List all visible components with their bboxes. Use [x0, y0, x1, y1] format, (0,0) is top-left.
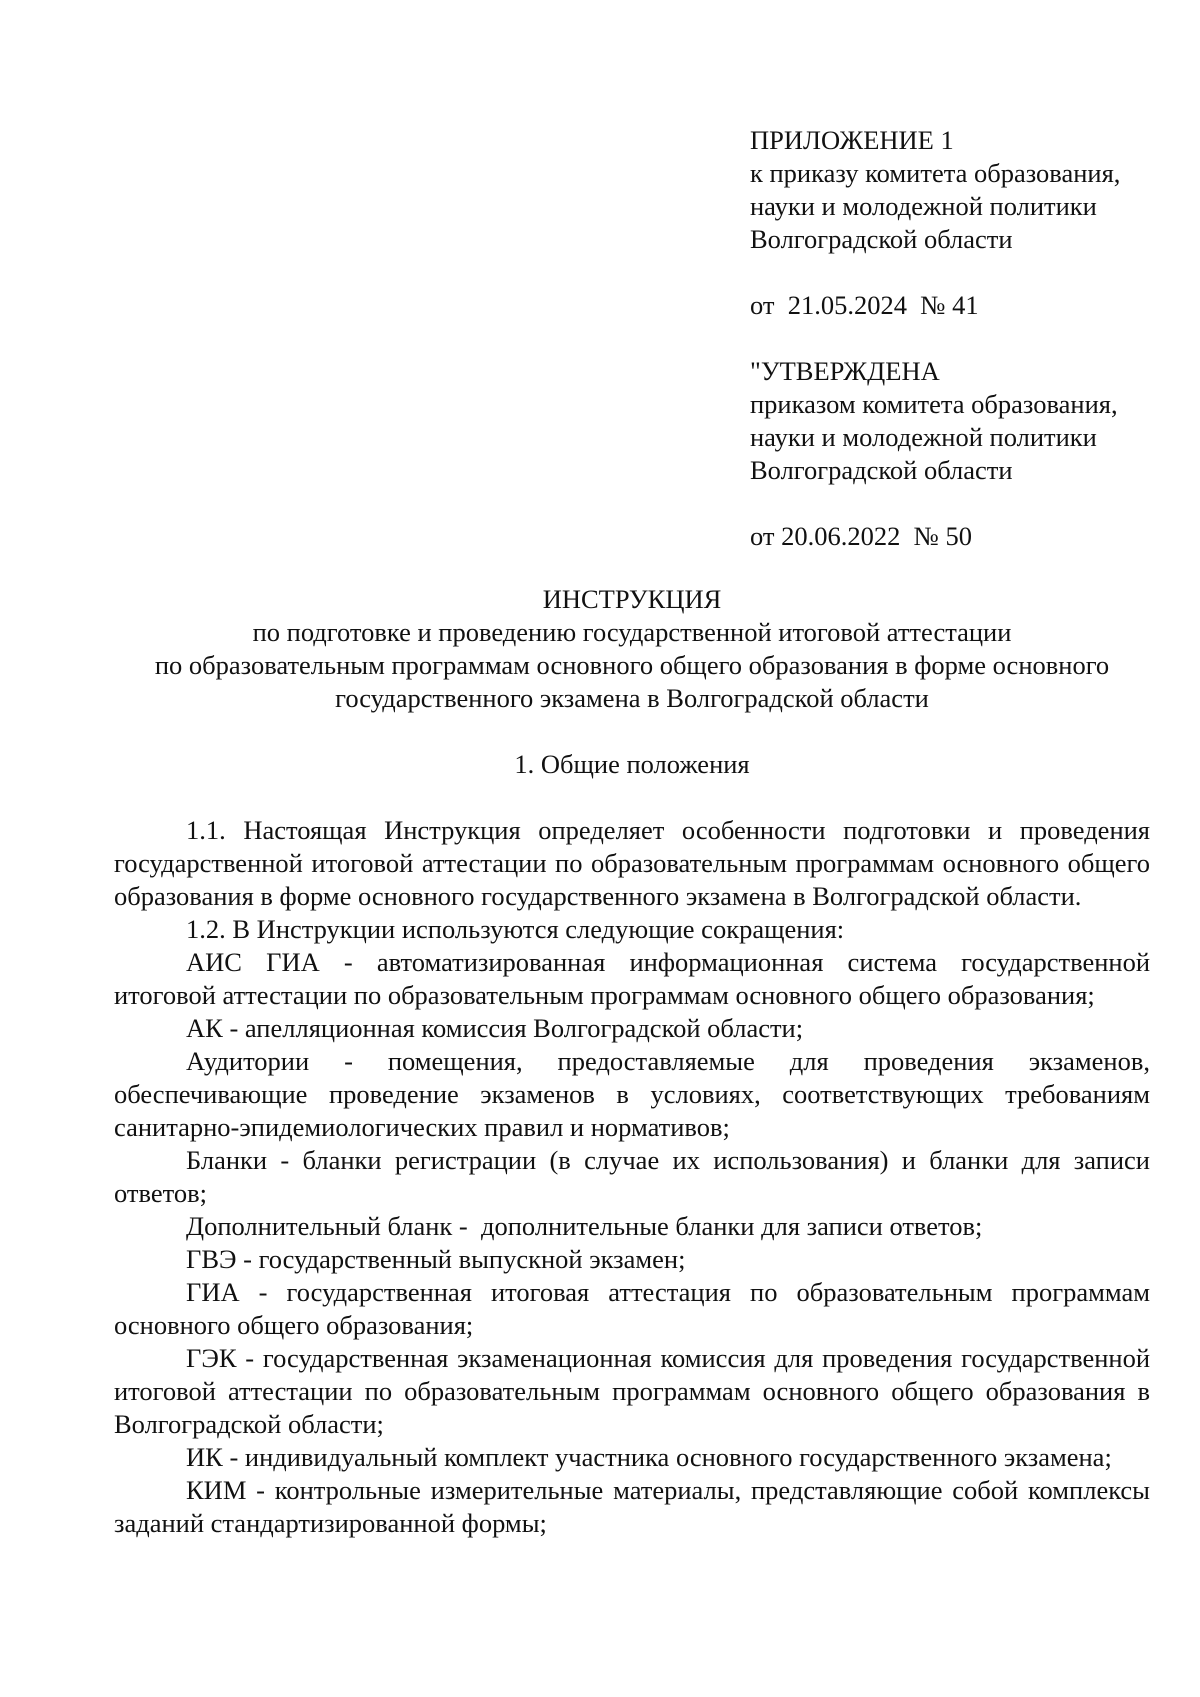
paragraph: ГВЭ - государственный выпускной экзамен;	[186, 1244, 686, 1274]
spacer	[750, 256, 1170, 289]
document-content	[114, 583, 1150, 1540]
appendix-line: науки и молодежной политики	[750, 191, 1097, 221]
paragraph: АК - апелляционная комиссия Волгоградской области;	[186, 1013, 804, 1043]
paragraph: КИМ - контрольные измерительные материалы, представляющие собой комплексы заданий стандартизированной формы;	[114, 1475, 1150, 1538]
spacer	[750, 487, 1170, 520]
document-subtitle-line: государственного экзамена в Волгоградской области	[335, 683, 929, 713]
document-title: ИНСТРУКЦИЯ	[542, 584, 722, 614]
appendix-line: Волгоградской области	[750, 224, 1013, 254]
paragraph: АИС ГИА - автоматизированная информационная система государственной итоговой аттестации по образовательным программам основного общего образования;	[114, 947, 1150, 1010]
paragraph: ГЭК - государственная экзаменационная комиссия для проведения государственной итоговой аттестации по образовательным программам основного общего образования в Волгоградской области;	[114, 1343, 1150, 1439]
appendix-line: к приказу комитета образования,	[750, 158, 1121, 188]
document-title-block	[114, 583, 1150, 715]
appendix-title: ПРИЛОЖЕНИЕ 1	[750, 125, 954, 155]
paragraph: Аудитории - помещения, предоставляемые для проведения экзаменов, обеспечивающие проведение экзаменов в условиях, соответствующих требованиям санитарно-эпидемиологических правил и нормативов;	[114, 1046, 1150, 1142]
spacer	[750, 322, 1170, 355]
section-heading: 1. Общие положения	[514, 749, 750, 779]
approved-line: приказом комитета образования,	[750, 389, 1118, 419]
paragraph: ИК - индивидуальный комплект участника основного государственного экзамена;	[186, 1442, 1112, 1472]
document-subtitle-line: по образовательным программам основного общего образования в форме основного	[154, 650, 1110, 680]
paragraph: 1.1. Настоящая Инструкция определяет особенности подготовки и проведения государственной итоговой аттестации по образовательным программам основного общего образования в форме основного государственного экзамена в Волгоградской области.	[114, 815, 1150, 911]
approval-block	[750, 124, 1170, 553]
approved-line: науки и молодежной политики	[750, 422, 1097, 452]
approved-line: Волгоградской области	[750, 455, 1013, 485]
approved-title: "УТВЕРЖДЕНА	[750, 356, 940, 386]
body-text	[114, 814, 1150, 1540]
appendix-date: от 21.05.2024 № 41	[750, 290, 979, 320]
paragraph: Бланки - бланки регистрации (в случае их использования) и бланки для записи ответов;	[114, 1145, 1150, 1208]
paragraph: 1.2. В Инструкции используются следующие сокращения:	[186, 914, 845, 944]
paragraph: Дополнительный бланк - дополнительные бланки для записи ответов;	[186, 1211, 983, 1241]
paragraph: ГИА - государственная итоговая аттестация по образовательным программам основного общего образования;	[114, 1277, 1150, 1340]
document-subtitle-line: по подготовке и проведению государственной итоговой аттестации	[252, 617, 1012, 647]
approved-date: от 20.06.2022 № 50	[750, 521, 973, 551]
